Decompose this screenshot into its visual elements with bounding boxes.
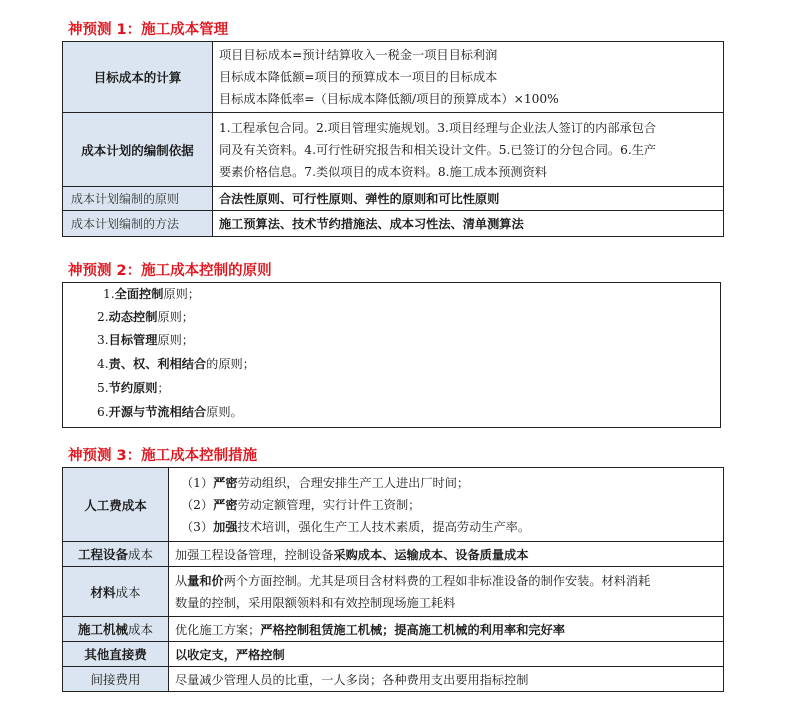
- target-cost-line: 目标成本降低率=（目标成本降低额/项目的预算成本）×100%: [219, 92, 559, 106]
- target-cost-content: [213, 42, 724, 113]
- cost-management-table: [62, 41, 724, 237]
- plan-basis-line: 同及有关资料。4.可行性研究报告和相关设计文件。5.已签订的分包合同。6.生产: [219, 142, 657, 157]
- plan-principle-content: 合法性原则、可行性原则、弹性的原则和可比性原则: [213, 187, 724, 211]
- labor-item: （1）严密劳动组织，合理安排生产工人进出厂时间；: [181, 475, 470, 490]
- plan-principle-label: 成本计划编制的原则: [63, 187, 213, 211]
- plan-method-content: 施工预算法、技术节约措施法、成本习性法、清单测算法: [213, 211, 724, 237]
- table-row: [63, 642, 724, 667]
- list-item: 5.节约原则；: [97, 381, 170, 395]
- list-item: 6.开源与节流相结合原则。: [97, 405, 243, 419]
- cost-control-measures-table: [62, 467, 724, 692]
- table-row: [63, 42, 724, 113]
- plan-basis-line: 1.工程承包合同。2.项目管理实施规划。3.项目经理与企业法人签订的内部承包合: [219, 120, 657, 135]
- plan-method-label: 成本计划编制的方法: [63, 211, 213, 237]
- labor-item: （2）严密劳动定额管理，实行计件工资制；: [181, 497, 421, 512]
- list-item: 2.动态控制原则；: [97, 310, 194, 324]
- table-row: [63, 211, 724, 237]
- section2-title: 神预测 2：施工成本控制的原则: [68, 263, 272, 279]
- target-cost-line: 目标成本降低额=项目的预算成本一项目的目标成本: [219, 70, 498, 84]
- material-cost-content: 从量和价两个方面控制。尤其是项目含材料费的工程如非标准设备的制作安装。材料消耗 数量的控制，采用限额领料和有效控制现场施工耗料: [169, 567, 724, 617]
- list-item: 4.责、权、利相结合的原则；: [97, 357, 255, 371]
- table-row: [63, 617, 724, 642]
- labor-cost-content: [169, 468, 724, 542]
- machinery-cost-label: 施工机械成本: [63, 617, 169, 642]
- section3-title: 神预测 3：施工成本控制措施: [68, 448, 258, 464]
- table-row: [63, 113, 724, 187]
- table-row: [63, 187, 724, 211]
- indirect-cost-content: 尽量减少管理人员的比重，一人多岗；各种费用支出要用指标控制: [169, 667, 724, 692]
- labor-item: （3）加强技术培训，强化生产工人技术素质，提高劳动生产率。: [181, 519, 531, 534]
- material-cost-label: 材料成本: [63, 567, 169, 617]
- plan-basis-content: [213, 113, 724, 187]
- plan-basis-label: 成本计划的编制依据: [63, 113, 213, 187]
- list-item: 3.目标管理原则；: [97, 333, 194, 347]
- section1-title: 神预测 1：施工成本管理: [68, 22, 229, 38]
- target-cost-line: 项目目标成本=预计结算收入一税金一项目目标利润: [219, 48, 498, 62]
- list-item: 1.全面控制原则；: [103, 287, 200, 301]
- machinery-cost-content: 优化施工方案；严格控制租赁施工机械；提高施工机械的利用率和完好率: [169, 617, 724, 642]
- table-row: [63, 468, 724, 542]
- table-row: [63, 667, 724, 692]
- control-principles-box: [62, 282, 721, 428]
- target-cost-label: 目标成本的计算: [63, 42, 213, 113]
- indirect-cost-label: 间接费用: [63, 667, 169, 692]
- other-direct-cost-content: 以收定支，严格控制: [169, 642, 724, 667]
- equipment-cost-content: 加强工程设备管理，控制设备采购成本、运输成本、设备质量成本: [169, 542, 724, 567]
- equipment-cost-label: 工程设备成本: [63, 542, 169, 567]
- labor-cost-label: 人工费成本: [63, 468, 169, 542]
- other-direct-cost-label: 其他直接费: [63, 642, 169, 667]
- table-row: [63, 567, 724, 617]
- plan-basis-line: 要素价格信息。7.类似项目的成本资料。8.施工成本预测资料: [219, 164, 547, 179]
- table-row: [63, 542, 724, 567]
